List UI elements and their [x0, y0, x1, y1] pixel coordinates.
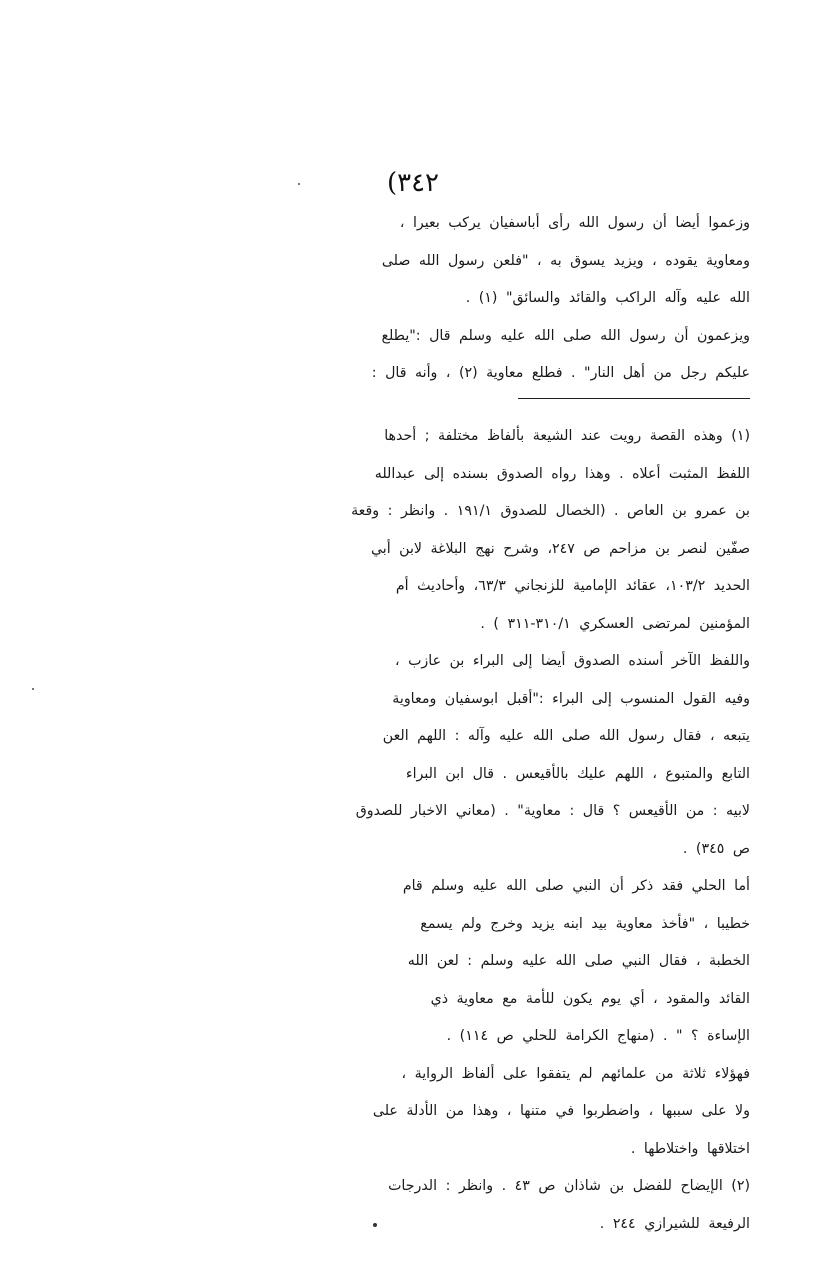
footnote-line: الرفيعة للشيرازي ٢٤٤ . — [599, 1215, 750, 1232]
footnote-separator — [518, 398, 750, 399]
main-text — [150, 205, 750, 393]
footnote-line: وفيه القول المنسوب إلى البراء :"أقبل ابوسفيان ومعاوية — [392, 690, 750, 707]
body-line: ومعاوية يقوده ، ويزيد يسوق به ، "فلعن رسول الله صلى — [381, 252, 750, 269]
footnote-line: الإساءة ؟ " . (منهاج الكرامة للحلي ص ١١٤) . — [446, 1028, 750, 1044]
footnote-line: اختلاقها واختلاطها . — [630, 1140, 750, 1157]
footnote-line: التابع والمتبوع ، اللهم عليك بالأقيعس . قال ابن البراء — [405, 765, 750, 782]
footnote-line: المؤمنين لمرتضى العسكري ٣١٠/١-٣١١ ) . — [480, 615, 750, 632]
footnote-line: ص ٣٤٥) . — [682, 840, 750, 857]
footnote-line: خطيبا ، "فأخذ معاوية بيد ابنه يزيد وخرج ولم يسمع — [420, 915, 750, 932]
footnote-line: بن عمرو بن العاص . (الخصال للصدوق ١٩١/١ . وانظر : وقعة — [351, 503, 750, 519]
page-number: ٣٤٢) — [386, 168, 440, 198]
body-line: الله عليه وآله الراكب والقائد والسائق" (١) . — [465, 290, 750, 306]
scan-dot — [373, 1223, 377, 1227]
footnote-line: فهؤلاء ثلاثة من علمائهم لم يتفقوا على ألفاظ الرواية ، — [401, 1065, 750, 1082]
footnote-line: صفّين لنصر بن مزاحم ص ٢٤٧، وشرح نهج البلاغة لابن أبي — [370, 540, 750, 557]
footnote-line: الحديد ١٠٣/٢، عقائد الإمامية للزنجاني ٦٣/٣، وأحاديث أم — [395, 578, 750, 594]
footnote-line: لابيه : من الأقيعس ؟ قال : معاوية" . (معاني الاخبار للصدوق — [355, 803, 750, 819]
footnote-line: (١) وهذه القصة رويت عند الشيعة بألفاظ مختلفة ; أحدها — [384, 428, 750, 444]
footnote-line: الخطبة ، فقال النبي صلى الله عليه وسلم : لعن الله — [407, 953, 750, 969]
footnote-line: القائد والمقود ، أي يوم يكون للأمة مع معاوية ذي — [430, 990, 750, 1007]
footnotes — [150, 418, 750, 1243]
footnote-line: اللفظ المثبت أعلاه . وهذا رواه الصدوق بسنده إلى عبدالله — [374, 465, 750, 482]
footnote-line: واللفظ الآخر أسنده الصدوق أيضا إلى البراء بن عازب ، — [394, 653, 750, 669]
body-line: وزعموا أيضا أن رسول الله رأى أباسفيان يركب بعيرا ، — [399, 215, 750, 231]
footnote-line: يتبعه ، فقال رسول الله صلى الله عليه وآله : اللهم العن — [382, 728, 750, 744]
scan-speck — [298, 183, 300, 185]
footnote-line: ولا على سببها ، واضطربوا في متنها ، وهذا من الأدلة على — [372, 1103, 750, 1119]
footnote-line: (٢) الإيضاح للفضل بن شاذان ص ٤٣ . وانظر : الدرجات — [388, 1178, 750, 1194]
footnote-line: أما الحلي فقد ذكر أن النبي صلى الله عليه وسلم قام — [402, 878, 750, 894]
body-line: عليكم رجل من أهل النار" . فطلع معاوية (٢) ، وأنه قال : — [371, 365, 750, 381]
scan-speck — [32, 688, 34, 690]
body-line: ويزعمون أن رسول الله صلى الله عليه وسلم قال :"يطلع — [381, 327, 750, 344]
